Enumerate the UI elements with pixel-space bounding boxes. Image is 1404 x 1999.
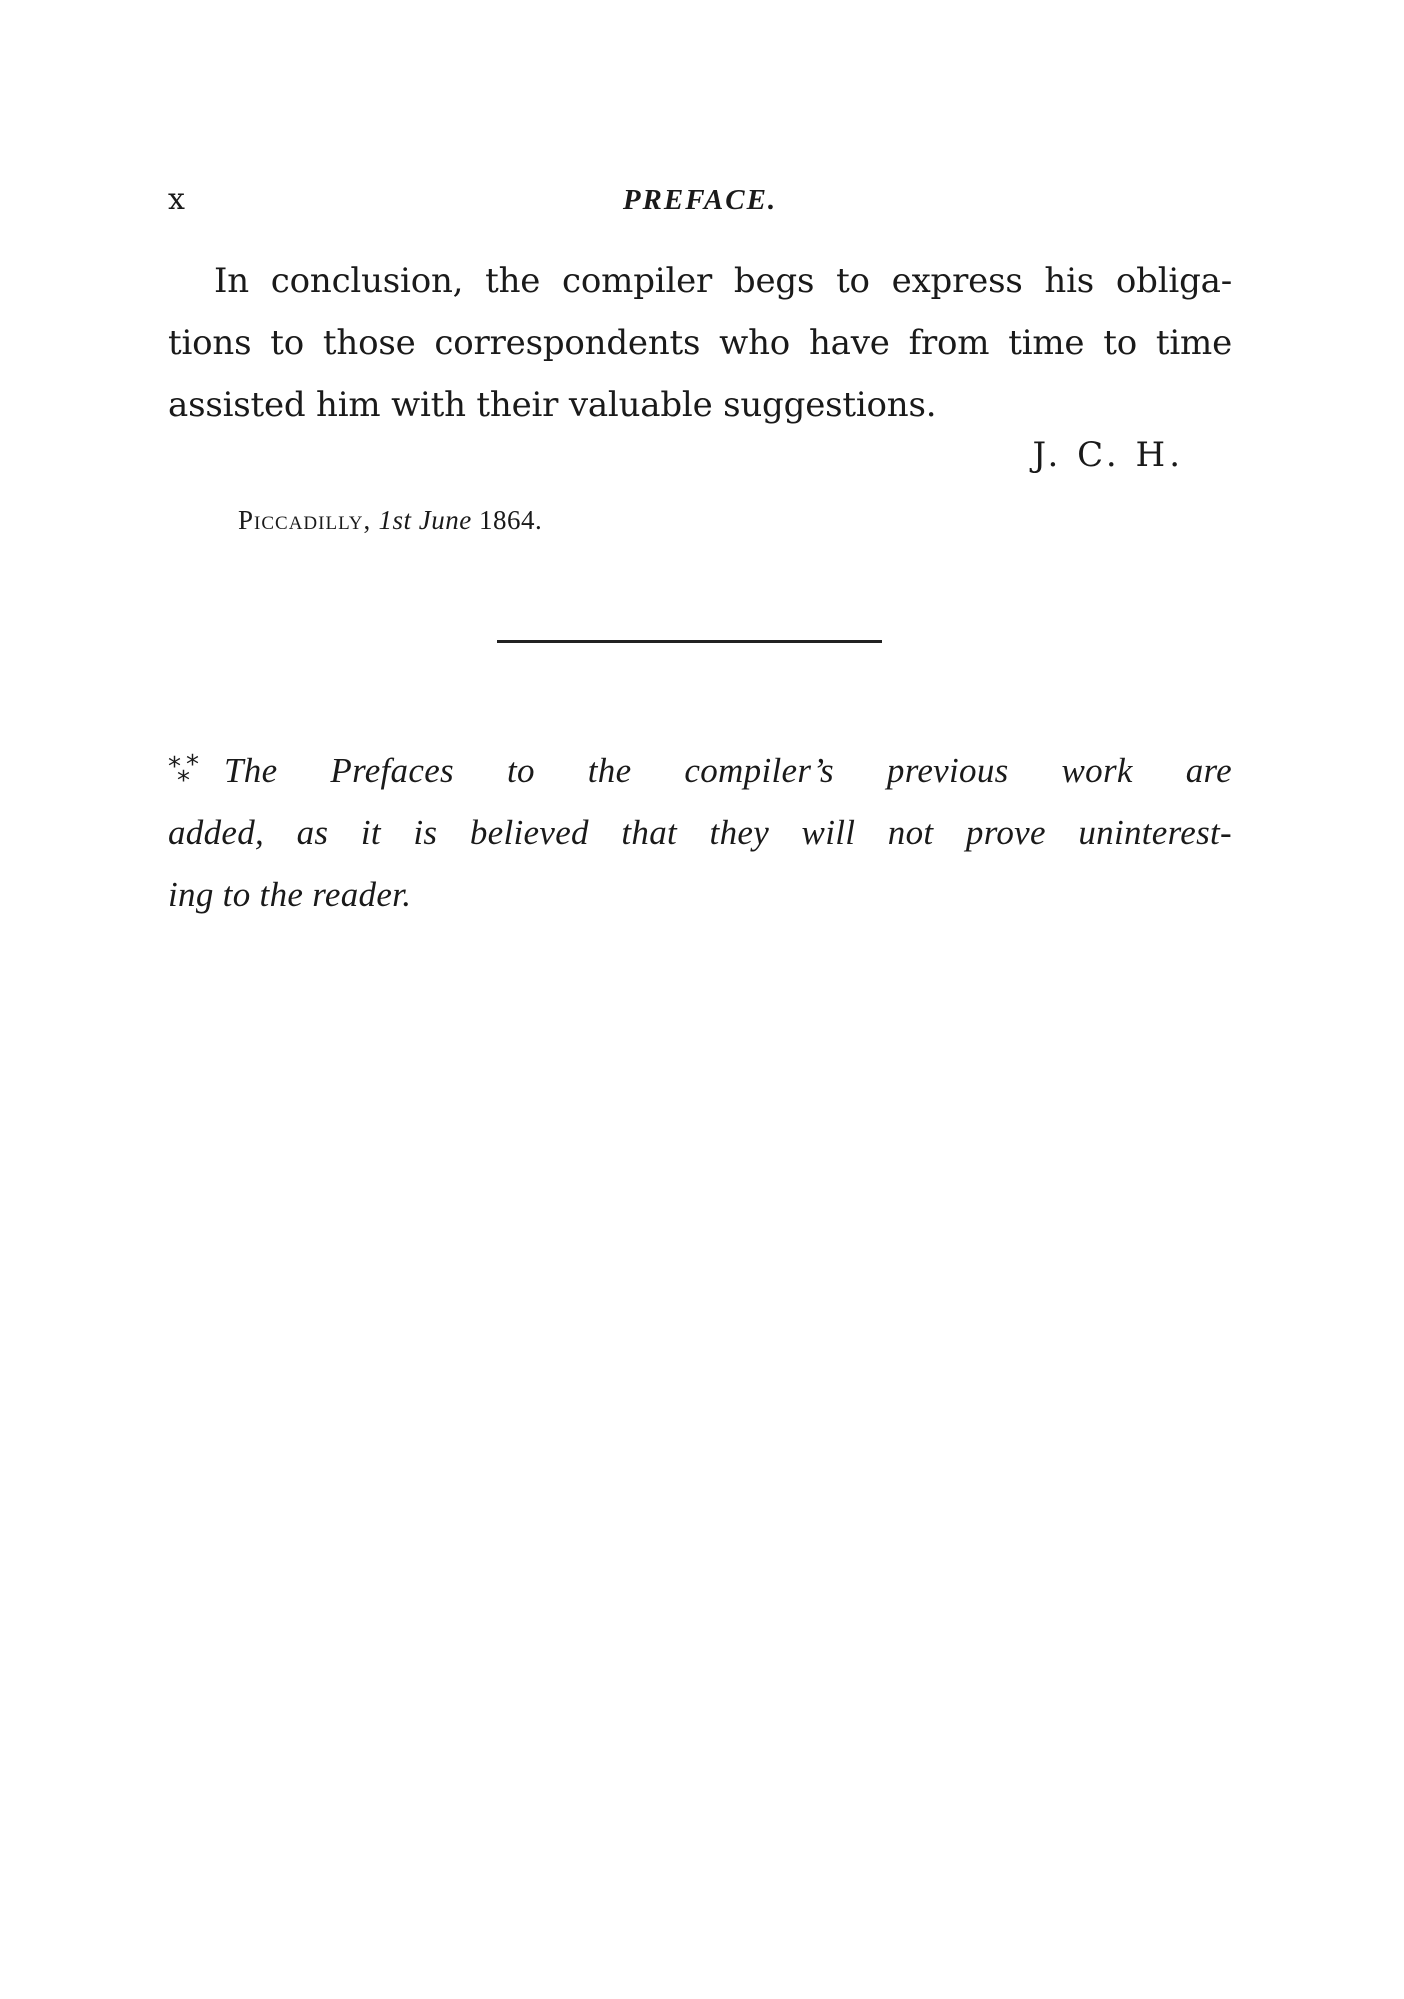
dateline-date: 1st June bbox=[378, 505, 472, 535]
dateline bbox=[238, 505, 542, 536]
running-title: PREFACE. bbox=[622, 184, 778, 216]
running-head bbox=[168, 182, 1232, 222]
paragraph-line: In conclusion, the compiler begs to express his obliga- bbox=[214, 261, 1232, 301]
asterism-star: * bbox=[177, 766, 191, 796]
asterism-mark bbox=[168, 740, 214, 796]
note-line bbox=[168, 740, 1232, 802]
section-divider-rule bbox=[497, 640, 882, 643]
note-line-text: The Prefaces to the compiler’s previous work are bbox=[224, 751, 1232, 790]
page-number: x bbox=[168, 182, 186, 217]
paragraph-line: tions to those correspondents who have from time to time bbox=[168, 323, 1232, 363]
note-line: added, as it is believed that they will not prove uninterest- bbox=[168, 813, 1232, 852]
conclusion-paragraph bbox=[168, 250, 1232, 436]
prefaces-note bbox=[168, 740, 1232, 926]
asterism-star: * bbox=[168, 752, 182, 782]
dateline-place: Piccadilly, bbox=[238, 505, 372, 535]
asterism-star: * bbox=[186, 750, 200, 780]
note-line: ing to the reader. bbox=[168, 875, 412, 914]
dateline-year: 1864. bbox=[478, 505, 543, 535]
author-initials: J. C. H. bbox=[1032, 435, 1184, 475]
paragraph-line: assisted him with their valuable suggestions. bbox=[168, 385, 937, 425]
